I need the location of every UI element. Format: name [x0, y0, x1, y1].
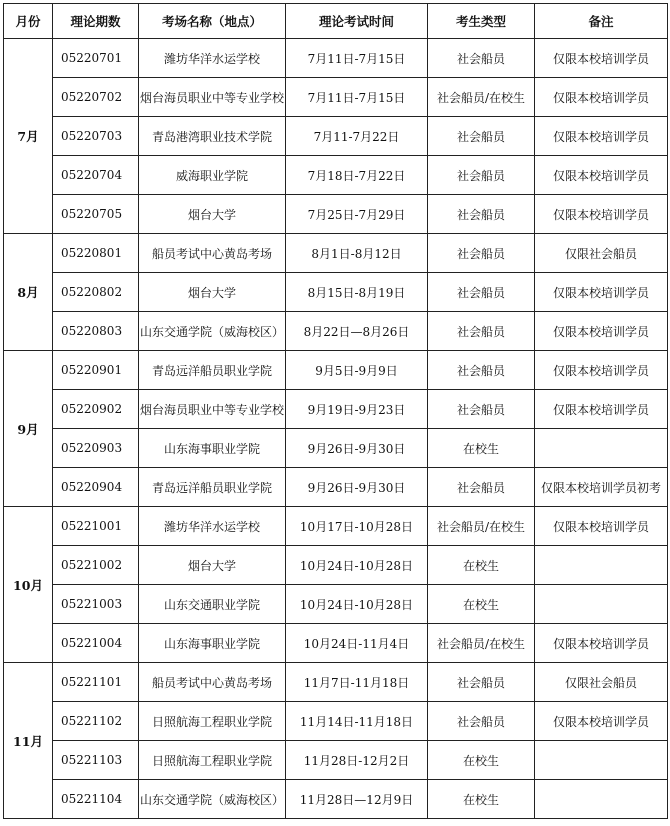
period-cell: 05221004	[53, 624, 139, 663]
table-row	[4, 663, 668, 702]
time-cell: 11月28日-12月2日	[286, 741, 428, 780]
table-row	[4, 468, 668, 507]
time-cell: 9月26日-9月30日	[286, 429, 428, 468]
note-cell: 仅限本校培训学员	[535, 390, 668, 429]
venue-cell: 烟台大学	[139, 546, 286, 585]
venue-cell: 烟台大学	[139, 195, 286, 234]
header-month: 月份	[4, 4, 53, 39]
type-cell: 社会船员	[428, 702, 535, 741]
period-cell: 05220702	[53, 78, 139, 117]
month-cell: 7月	[4, 39, 53, 234]
table-row	[4, 156, 668, 195]
month-cell: 11月	[4, 663, 53, 819]
time-cell: 8月22日—8月26日	[286, 312, 428, 351]
venue-cell: 日照航海工程职业学院	[139, 702, 286, 741]
note-cell	[535, 741, 668, 780]
period-cell: 05220701	[53, 39, 139, 78]
type-cell: 社会船员	[428, 468, 535, 507]
period-cell: 05221003	[53, 585, 139, 624]
type-cell: 社会船员	[428, 195, 535, 234]
note-cell: 仅限本校培训学员	[535, 702, 668, 741]
table-body	[4, 39, 668, 819]
table-row	[4, 780, 668, 819]
note-cell: 仅限本校培训学员	[535, 78, 668, 117]
type-cell: 在校生	[428, 741, 535, 780]
table-row	[4, 78, 668, 117]
time-cell: 10月24日-10月28日	[286, 546, 428, 585]
period-cell: 05221101	[53, 663, 139, 702]
time-cell: 9月26日-9月30日	[286, 468, 428, 507]
venue-cell: 山东交通学院（威海校区）	[139, 312, 286, 351]
venue-cell: 潍坊华洋水运学校	[139, 507, 286, 546]
note-cell: 仅限本校培训学员	[535, 351, 668, 390]
table-row	[4, 507, 668, 546]
type-cell: 在校生	[428, 585, 535, 624]
venue-cell: 山东海事职业学院	[139, 429, 286, 468]
note-cell: 仅限本校培训学员	[535, 195, 668, 234]
time-cell: 10月17日-10月28日	[286, 507, 428, 546]
exam-schedule-table	[3, 3, 668, 819]
period-cell: 05220904	[53, 468, 139, 507]
venue-cell: 青岛远洋船员职业学院	[139, 351, 286, 390]
note-cell	[535, 429, 668, 468]
type-cell: 社会船员	[428, 117, 535, 156]
header-venue: 考场名称（地点）	[139, 4, 286, 39]
period-cell: 05221103	[53, 741, 139, 780]
note-cell: 仅限本校培训学员	[535, 273, 668, 312]
venue-cell: 威海职业学院	[139, 156, 286, 195]
month-cell: 9月	[4, 351, 53, 507]
venue-cell: 烟台海员职业中等专业学校	[139, 78, 286, 117]
period-cell: 05220704	[53, 156, 139, 195]
time-cell: 7月18日-7月22日	[286, 156, 428, 195]
period-cell: 05220803	[53, 312, 139, 351]
period-cell: 05221102	[53, 702, 139, 741]
venue-cell: 烟台大学	[139, 273, 286, 312]
venue-cell: 青岛远洋船员职业学院	[139, 468, 286, 507]
time-cell: 7月11日-7月15日	[286, 78, 428, 117]
month-cell: 8月	[4, 234, 53, 351]
type-cell: 社会船员	[428, 156, 535, 195]
header-note: 备注	[535, 4, 668, 39]
venue-cell: 日照航海工程职业学院	[139, 741, 286, 780]
table-row	[4, 624, 668, 663]
table-row	[4, 429, 668, 468]
table-row	[4, 195, 668, 234]
note-cell: 仅限本校培训学员	[535, 117, 668, 156]
header-type: 考生类型	[428, 4, 535, 39]
time-cell: 11月28日—12月9日	[286, 780, 428, 819]
venue-cell: 船员考试中心黄岛考场	[139, 663, 286, 702]
time-cell: 11月7日-11月18日	[286, 663, 428, 702]
period-cell: 05221001	[53, 507, 139, 546]
note-cell: 仅限本校培训学员	[535, 507, 668, 546]
table-row	[4, 741, 668, 780]
type-cell: 社会船员	[428, 351, 535, 390]
note-cell	[535, 780, 668, 819]
table-row	[4, 273, 668, 312]
table-row	[4, 585, 668, 624]
type-cell: 社会船员	[428, 663, 535, 702]
table-row	[4, 234, 668, 273]
table-row	[4, 702, 668, 741]
type-cell: 在校生	[428, 780, 535, 819]
note-cell: 仅限本校培训学员初考	[535, 468, 668, 507]
table-row	[4, 351, 668, 390]
period-cell: 05220705	[53, 195, 139, 234]
note-cell: 仅限社会船员	[535, 663, 668, 702]
header-period: 理论期数	[53, 4, 139, 39]
type-cell: 社会船员/在校生	[428, 507, 535, 546]
type-cell: 社会船员	[428, 312, 535, 351]
note-cell	[535, 546, 668, 585]
period-cell: 05220903	[53, 429, 139, 468]
note-cell: 仅限本校培训学员	[535, 39, 668, 78]
venue-cell: 烟台海员职业中等专业学校	[139, 390, 286, 429]
type-cell: 社会船员	[428, 234, 535, 273]
table-row	[4, 390, 668, 429]
period-cell: 05221002	[53, 546, 139, 585]
venue-cell: 山东交通职业学院	[139, 585, 286, 624]
note-cell: 仅限社会船员	[535, 234, 668, 273]
type-cell: 社会船员/在校生	[428, 78, 535, 117]
table-row	[4, 546, 668, 585]
header-time: 理论考试时间	[286, 4, 428, 39]
venue-cell: 船员考试中心黄岛考场	[139, 234, 286, 273]
venue-cell: 青岛港湾职业技术学院	[139, 117, 286, 156]
period-cell: 05220703	[53, 117, 139, 156]
period-cell: 05221104	[53, 780, 139, 819]
venue-cell: 潍坊华洋水运学校	[139, 39, 286, 78]
table-row	[4, 39, 668, 78]
period-cell: 05220902	[53, 390, 139, 429]
time-cell: 9月5日-9月9日	[286, 351, 428, 390]
month-cell: 10月	[4, 507, 53, 663]
time-cell: 7月11日-7月15日	[286, 39, 428, 78]
venue-cell: 山东海事职业学院	[139, 624, 286, 663]
time-cell: 9月19日-9月23日	[286, 390, 428, 429]
time-cell: 10月24日-11月4日	[286, 624, 428, 663]
time-cell: 11月14日-11月18日	[286, 702, 428, 741]
header-row	[4, 4, 668, 39]
time-cell: 10月24日-10月28日	[286, 585, 428, 624]
type-cell: 社会船员	[428, 273, 535, 312]
type-cell: 在校生	[428, 546, 535, 585]
note-cell	[535, 585, 668, 624]
note-cell: 仅限本校培训学员	[535, 624, 668, 663]
period-cell: 05220802	[53, 273, 139, 312]
note-cell: 仅限本校培训学员	[535, 312, 668, 351]
type-cell: 社会船员	[428, 39, 535, 78]
time-cell: 8月1日-8月12日	[286, 234, 428, 273]
time-cell: 8月15日-8月19日	[286, 273, 428, 312]
venue-cell: 山东交通学院（威海校区）	[139, 780, 286, 819]
table-row	[4, 312, 668, 351]
table-row	[4, 117, 668, 156]
note-cell: 仅限本校培训学员	[535, 156, 668, 195]
type-cell: 在校生	[428, 429, 535, 468]
type-cell: 社会船员	[428, 390, 535, 429]
time-cell: 7月11-7月22日	[286, 117, 428, 156]
period-cell: 05220801	[53, 234, 139, 273]
period-cell: 05220901	[53, 351, 139, 390]
type-cell: 社会船员/在校生	[428, 624, 535, 663]
table-header	[4, 4, 668, 39]
time-cell: 7月25日-7月29日	[286, 195, 428, 234]
